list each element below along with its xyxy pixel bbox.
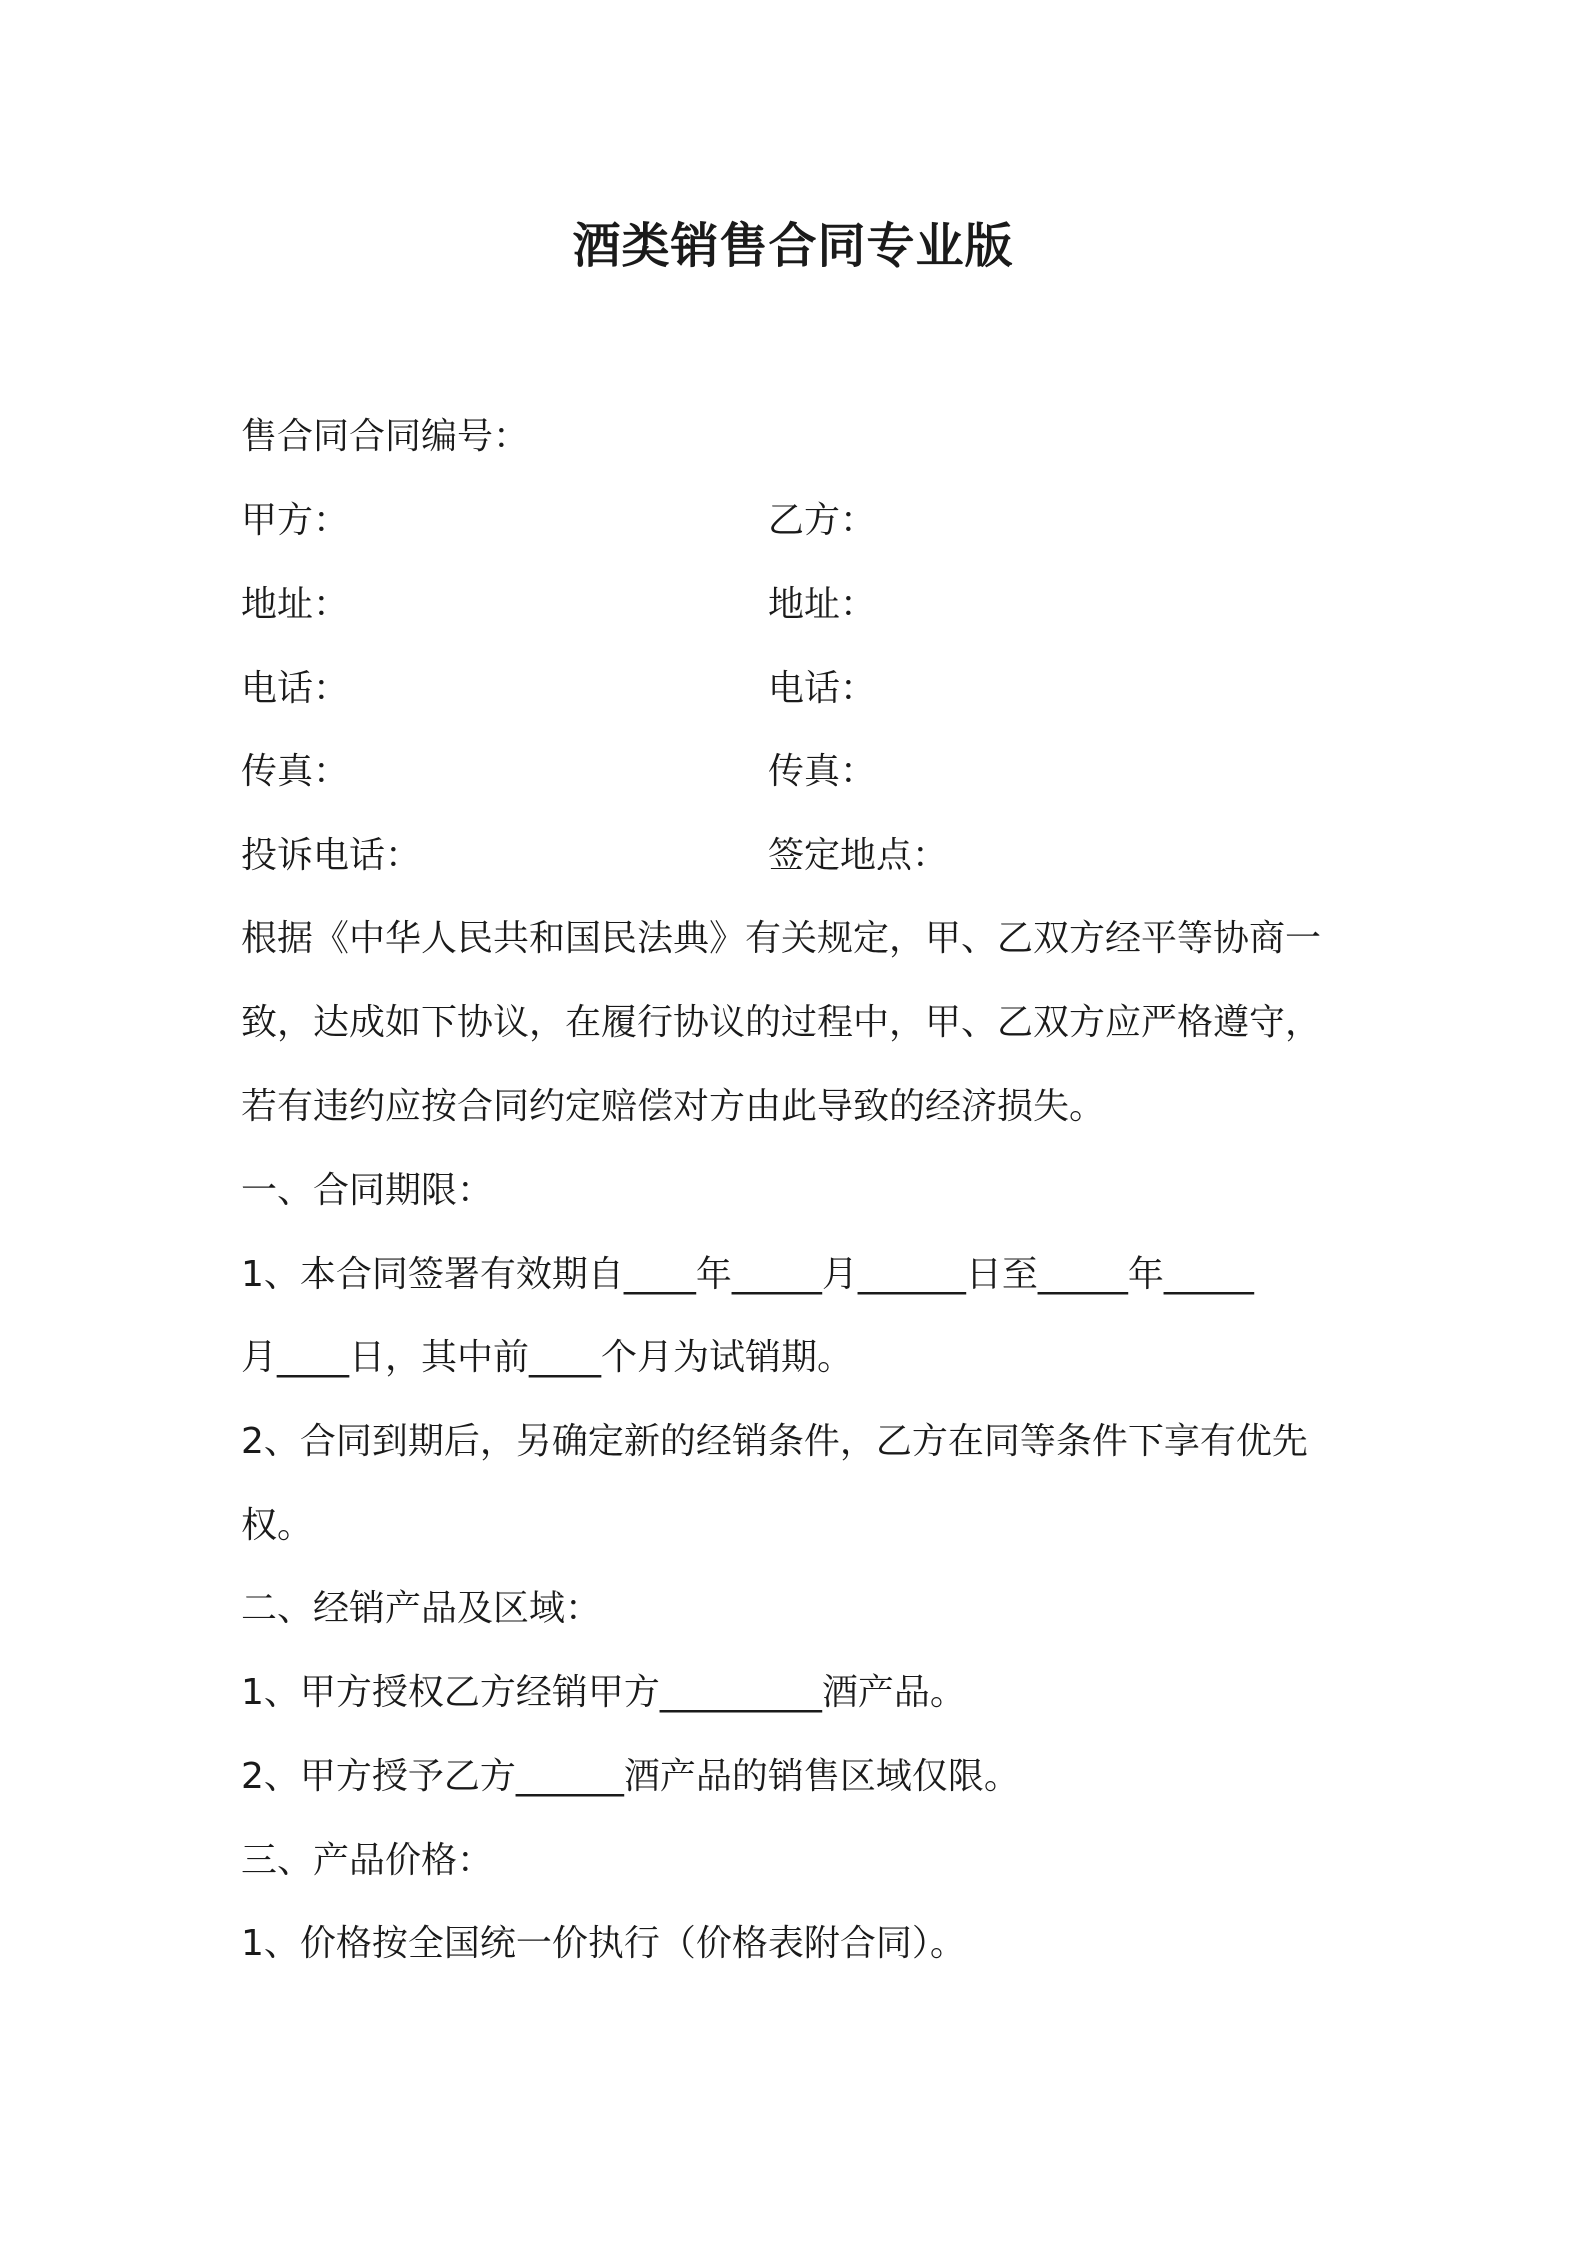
party-b-phone-label: 电话： (768, 668, 877, 709)
party-b-address-label: 地址： (768, 584, 877, 625)
clause-line: 1、本合同签署有效期自____年_____月______日至_____年_____ (241, 1254, 1254, 1295)
intro-line: 若有违约应按合同约定赔偿对方由此导致的经济损失。 (241, 1086, 1106, 1127)
clause-line: 1、甲方授权乙方经销甲方_________酒产品。 (241, 1672, 966, 1713)
party-b-fax-label: 传真： (768, 751, 877, 792)
clause-line: 2、合同到期后，另确定新的经销条件，乙方在同等条件下享有优先 (241, 1421, 1308, 1462)
document-title: 酒类销售合同专业版 (572, 218, 1014, 274)
party-a-fax-label: 传真： (241, 751, 350, 792)
signing-place-label: 签定地点： (768, 835, 949, 876)
section-heading: 一、合同期限： (241, 1170, 494, 1211)
clause-line: 2、甲方授予乙方______酒产品的销售区域仅限。 (241, 1756, 1020, 1797)
clause-line: 月____日，其中前____个月为试销期。 (241, 1337, 854, 1378)
party-a-address-label: 地址： (241, 584, 350, 625)
complaint-phone-label: 投诉电话： (241, 835, 422, 876)
contract-number-label: 售合同合同编号： (241, 416, 530, 457)
party-a-label: 甲方： (241, 500, 350, 541)
intro-line: 致，达成如下协议，在履行协议的过程中，甲、乙双方应严格遵守， (241, 1002, 1322, 1043)
clause-line: 1、价格按全国统一价执行（价格表附合同）。 (241, 1923, 966, 1964)
party-b-label: 乙方： (768, 500, 877, 541)
section-heading: 三、产品价格： (241, 1840, 494, 1881)
party-a-phone-label: 电话： (241, 668, 350, 709)
intro-line: 根据《中华人民共和国民法典》有关规定，甲、乙双方经平等协商一 (241, 918, 1322, 959)
section-heading: 二、经销产品及区域： (241, 1588, 602, 1629)
clause-line: 权。 (241, 1505, 314, 1546)
